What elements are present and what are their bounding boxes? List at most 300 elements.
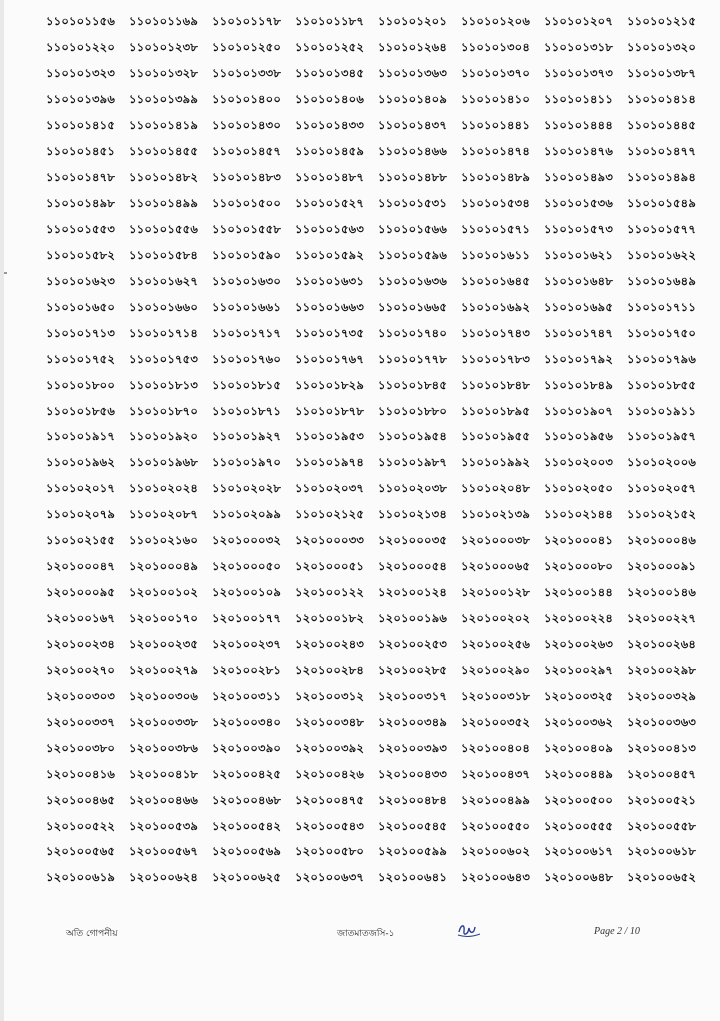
roll-number-cell: ১১০১০২০৯৯	[212, 507, 282, 522]
roll-number-cell: ১১০১০২০৫০	[544, 481, 614, 496]
roll-number-cell: ১২০১০০৪২৫	[212, 766, 282, 781]
roll-number-cell: ১১০১০২১২৫	[295, 507, 365, 522]
table-row	[46, 814, 714, 840]
roll-number-cell: ১২০১০০৩১৮	[461, 688, 531, 703]
roll-number-cell: ১১০১০১৬৬৫	[378, 299, 448, 314]
roll-number-cell: ১২০১০০২২৪	[544, 611, 614, 626]
roll-number-cell: ১১০১০২১৫৫	[46, 533, 116, 548]
table-row	[46, 581, 714, 607]
roll-number-cell: ১২০১০০৬৪৮	[544, 870, 614, 885]
roll-number-cell: ১২০১০০২৯৭	[544, 662, 614, 677]
roll-number-cell: ১২০১০০২৬৪	[627, 636, 697, 651]
roll-number-cell: ১১০১০১৫৮৪	[129, 247, 198, 262]
roll-number-cell: ১১০১০১৪৫১	[46, 144, 115, 159]
roll-number-cell: ১১০১০১৯০৭	[544, 403, 614, 418]
roll-number-cell: ১১০১০১৫৫৬	[129, 221, 199, 236]
roll-number-cell: ১১০১০১১৬৯	[129, 14, 199, 29]
roll-number-cell: ১১০১০১৬৩৬	[378, 273, 448, 288]
roll-number-cell: ১১০১০১৪৮৭	[295, 170, 365, 185]
roll-number-cell: ১১০১০১৬২২	[627, 247, 697, 262]
signature-icon	[456, 920, 482, 940]
roll-number-cell: ১১০১০১৭৮৩	[461, 351, 531, 366]
roll-number-cell: ১১০১০১৭৯৬	[627, 351, 697, 366]
roll-number-cell: ১২০১০০০৩৮	[461, 533, 531, 548]
roll-number-cell: ১১০১০১৩৩৮	[212, 66, 282, 81]
roll-number-cell: ১১০১০১৮৭১	[212, 403, 282, 418]
roll-number-cell: ১১০১০১৭৩৫	[295, 325, 365, 340]
roll-number-cell: ১১০১০১২৬৪	[378, 40, 448, 55]
roll-number-cell: ১১০১০১৮৮০	[378, 403, 448, 418]
roll-number-cell: ১২০১০০২৮১	[212, 662, 282, 677]
table-row	[46, 477, 714, 503]
roll-number-cell: ১২০১০০৩০৬	[129, 688, 199, 703]
roll-number-cell: ১১০১০১৪০৯	[378, 92, 448, 107]
roll-number-cell: ১১০১০১৫৬৬	[378, 221, 448, 236]
roll-number-cell: ১২০১০০১২২	[295, 585, 365, 600]
roll-number-cell: ১১০১০১৯৮৭	[378, 455, 448, 470]
roll-number-cell: ১২০১০০১৭০	[129, 611, 199, 626]
roll-number-cell: ১২০১০০৪৩৭	[461, 766, 531, 781]
roll-number-cell: ১১০১০১৮৭৮	[295, 403, 365, 418]
roll-number-cell: ১১০১০১৯৫৩	[295, 429, 365, 444]
roll-number-cell: ১১০১০১৬২৩	[46, 273, 116, 288]
roll-number-cell: ১২০১০০৪৩৩	[378, 766, 448, 781]
roll-number-cell: ১২০১০০৬২৪	[129, 870, 199, 885]
roll-number-cell: ১২০১০০০৪১	[544, 533, 614, 548]
table-row	[46, 373, 714, 399]
table-row	[46, 866, 714, 892]
roll-number-cell: ১১০১০১৭৫০	[627, 325, 697, 340]
roll-number-cell: ১১০১০১৯৭০	[212, 455, 282, 470]
roll-number-cell: ১২০১০০৩৪০	[212, 714, 282, 729]
roll-number-cell: ১২০১০০০৫১	[295, 559, 365, 574]
roll-number-cell: ১১০১০২০৩৮	[378, 481, 448, 496]
roll-number-cell: ১১০১০১৫৭৩	[544, 221, 614, 236]
roll-number-cell: ১২০১০০৩১১	[212, 688, 282, 703]
roll-number-cell: ১১০১০১৩৯৯	[129, 92, 199, 107]
roll-number-cell: ১১০১০১৯১৭	[46, 429, 116, 444]
roll-number-cell: ১১০১০১৫৭১	[461, 221, 531, 236]
confidential-label: অতি গোপনীয়	[66, 929, 118, 939]
roll-number-cell: ১১০১০১৭১১	[627, 299, 697, 314]
roll-number-cell: ১১০১০১৯৫৬	[544, 429, 614, 444]
roll-number-cell: ১২০১০০১৬৭	[46, 611, 116, 626]
roll-number-cell: ১২০১০০৬৪৩	[461, 870, 531, 885]
roll-number-cell: ১১০১০১৩৭০	[461, 66, 531, 81]
roll-number-cell: ১২০১০০৬৪১	[378, 870, 448, 885]
roll-number-cell: ১২০১০০০৪৬	[627, 533, 697, 548]
roll-number-cell: ১১০১০১৪৭৬	[544, 144, 614, 159]
roll-number-cell: ১২০১০০৬১৭	[544, 844, 614, 859]
table-row	[46, 710, 714, 736]
roll-number-cell: ১২০১০০৫০০	[544, 792, 614, 807]
roll-number-cell: ১২০১০০৫৫০	[461, 818, 531, 833]
roll-number-cell: ১১০১০১৬৪৯	[627, 273, 697, 288]
roll-number-cell: ১১০১০২০৮৭	[129, 507, 199, 522]
roll-number-cell: ১১০১০১৫০০	[212, 196, 282, 211]
roll-number-cell: ১১০১০১৫৪৯	[627, 196, 696, 211]
roll-number-cell: ১২০১০০৩৮৬	[129, 740, 199, 755]
roll-number-cell: ১২০১০০৬২৫	[212, 870, 282, 885]
table-row	[46, 503, 714, 529]
roll-number-cell: ১২০১০০২৭৯	[129, 662, 199, 677]
table-row	[46, 529, 714, 555]
roll-number-cell: ১১০১০১৭৪৩	[461, 325, 531, 340]
roll-number-cell: ১১০১০২০০৩	[544, 455, 614, 470]
roll-number-cell: ১২০১০০৫৪২	[212, 818, 282, 833]
roll-number-cell: ১১০১০১৬৪৫	[461, 273, 531, 288]
roll-number-cell: ১১০১০১৬৯২	[461, 299, 531, 314]
roll-number-cell: ১১০১০১৬৯৫	[544, 299, 614, 314]
roll-number-cell: ১২০১০০২৬৩	[544, 636, 614, 651]
table-row	[46, 243, 714, 269]
roll-number-cell: ১১০১০২০৫৭	[627, 481, 697, 496]
roll-number-cell: ১১০১০১৩৮৭	[627, 66, 697, 81]
roll-number-cell: ১১০১০১৮৪৫	[378, 377, 447, 392]
roll-number-cell: ১২০১০০৪৬৫	[46, 792, 116, 807]
roll-number-cell: ১২০১০০২০২	[461, 611, 531, 626]
table-row	[46, 425, 714, 451]
roll-number-cell: ১২০১০০১৪৪	[544, 585, 614, 600]
roll-number-cell: ১২০১০০৫২১	[627, 792, 697, 807]
roll-number-cell: ১১০১০১৪৭৭	[627, 144, 697, 159]
roll-number-cell: ১২০১০০৪১৬	[46, 766, 116, 781]
roll-number-cell: ১২০১০০৩২৫	[544, 688, 614, 703]
roll-number-cell: ১১০১০১৪১১	[544, 92, 613, 107]
table-row	[46, 607, 714, 633]
table-row	[46, 10, 714, 36]
roll-number-cell: ১১০১০১৯৯২	[461, 455, 531, 470]
roll-number-cell: ১১০১০২০৭৯	[46, 507, 116, 522]
roll-number-cell: ১১০১০১৩৪৫	[295, 66, 365, 81]
table-row	[46, 684, 714, 710]
roll-number-cell: ১২০১০০৩৯০	[212, 740, 282, 755]
roll-number-cell: ১১০১০১৪৮৩	[212, 170, 282, 185]
roll-number-cell: ১১০১০২১৪৪	[544, 507, 614, 522]
roll-number-cell: ১১০১০১৪৯৪	[627, 170, 696, 185]
roll-number-cell: ১১০১০১৬৩০	[212, 273, 282, 288]
roll-number-cell: ১১০১০১৮০০	[46, 377, 116, 392]
table-row	[46, 658, 714, 684]
roll-number-cell: ১১০১০১৬৬৩	[295, 299, 365, 314]
table-row	[46, 114, 714, 140]
roll-number-cell: ১১০১০১৮১৫	[212, 377, 281, 392]
table-row	[46, 321, 714, 347]
roll-number-cell: ১১০১০১৮৭০	[129, 403, 199, 418]
roll-number-cell: ১১০১০১৪৫৭	[212, 144, 282, 159]
table-row	[46, 295, 714, 321]
table-row	[46, 788, 714, 814]
roll-number-cell: ১১০১০২০৪৮	[461, 481, 531, 496]
roll-number-cell: ১১০১০১৫৯৬	[378, 247, 448, 262]
roll-number-cell: ১১০১০১৪৩৩	[295, 118, 365, 133]
roll-number-cell: ১১০১০১৪৩৭	[378, 118, 448, 133]
roll-number-cell: ১২০১০০৫৬৭	[129, 844, 199, 859]
roll-number-cell: ১২০১০০৬১৯	[46, 870, 116, 885]
roll-number-cell: ১২০১০০০৩৫	[378, 533, 448, 548]
roll-number-cell: ১১০১০১৪৩০	[212, 118, 282, 133]
roll-number-cell: ১২০১০০৫৪৩	[295, 818, 365, 833]
roll-number-cell: ১১০১০১৬৩১	[295, 273, 365, 288]
roll-number-cell: ১২০১০০৪১৮	[129, 766, 199, 781]
roll-number-cell: ১২০১০০১৯৬	[378, 611, 448, 626]
roll-number-cell: ১২০১০০৪৪৯	[544, 766, 614, 781]
roll-number-cell: ১১০১০১৬৬১	[212, 299, 282, 314]
table-row	[46, 347, 714, 373]
roll-number-cell: ১১০১০১৬২৭	[129, 273, 199, 288]
roll-number-cell: ১১০১০১৭৪০	[378, 325, 448, 340]
roll-number-cell: ১২০১০০৩৪৮	[295, 714, 365, 729]
roll-number-cell: ১২০১০০৪৯৯	[461, 792, 531, 807]
roll-number-cell: ১১০১০১৯২৭	[212, 429, 282, 444]
roll-number-cell: ১১০১০১৭৫২	[46, 351, 116, 366]
roll-number-cell: ১১০১০১৪৯৩	[544, 170, 614, 185]
roll-number-cell: ১১০১০১৭৭৮	[378, 351, 448, 366]
roll-number-cell: ১২০১০০৪৭৫	[295, 792, 365, 807]
roll-number-cell: ১১০১০১৪৮৮	[378, 170, 447, 185]
roll-number-cell: ১২০১০০৩৮০	[46, 740, 116, 755]
roll-number-cell: ১১০১০১৭৬৭	[295, 351, 365, 366]
roll-number-cell: ১১০১০১৮৫৫	[627, 377, 696, 392]
roll-number-cell: ১২০১০০৩৫২	[461, 714, 531, 729]
roll-number-cell: ১২০১০০০৩২	[212, 533, 282, 548]
roll-number-cell: ১১০১০১৪৮২	[129, 170, 199, 185]
table-row	[46, 736, 714, 762]
table-row	[46, 192, 714, 218]
roll-number-cell: ১১০১০২১৩৯	[461, 507, 531, 522]
roll-number-cell: ১২০১০০১৮২	[295, 611, 365, 626]
roll-number-cell: ১২০১০০৩৯৩	[378, 740, 448, 755]
roll-number-cell: ১২০১০০৩৬২	[544, 714, 614, 729]
roll-number-cell: ১১০১০১৪৫৯	[295, 144, 364, 159]
roll-number-cell: ১১০১০১২১৫	[627, 14, 697, 29]
roll-number-cell: ১১০১০১৪৯৮	[46, 196, 115, 211]
roll-number-cell: ১১০১০১৫৮২	[46, 247, 116, 262]
roll-number-cell: ১১০১০১৯৭৪	[295, 455, 365, 470]
roll-number-cell: ১২০১০০০৫৪	[378, 559, 448, 574]
table-row	[46, 88, 714, 114]
roll-number-cell: ১১০১০১৫৩৬	[544, 196, 614, 211]
table-row	[46, 840, 714, 866]
roll-number-cell: ১২০১০০২৩৫	[129, 636, 199, 651]
roll-number-cell: ১২০১০০১২৪	[378, 585, 448, 600]
roll-number-cell: ১১০১০১৩০৪	[461, 40, 531, 55]
roll-number-cell: ১১০১০১২০১	[378, 14, 448, 29]
roll-number-cell: ১১০১০১৪১৫	[46, 118, 115, 133]
roll-number-cell: ১১০১০১৩২৮	[129, 66, 199, 81]
roll-number-cell: ১২০১০০৬৫২	[627, 870, 697, 885]
roll-number-cell: ১১০১০১৫৩১	[378, 196, 448, 211]
roll-number-cell: ১২০১০০৫৫৫	[544, 818, 614, 833]
roll-number-cell: ১১০১০১৫২৭	[295, 196, 365, 211]
table-row	[46, 555, 714, 581]
roll-number-cell: ১২০১০০১৪৬	[627, 585, 697, 600]
roll-number-cell: ১১০১০১৭১৭	[212, 325, 282, 340]
roll-number-cell: ১২০১০০০৫০	[212, 559, 282, 574]
roll-number-cell: ১১০১০১৯৬৮	[129, 455, 199, 470]
roll-number-cell: ১১০১০১৩১৮	[544, 40, 614, 55]
roll-number-cell: ১১০১০১৯৬২	[46, 455, 116, 470]
roll-number-cell: ১২০১০০১২৮	[461, 585, 531, 600]
roll-number-cell: ১১০১০১৫৬৩	[295, 221, 365, 236]
roll-number-cell: ১২০১০০২৮৪	[295, 662, 365, 677]
page-number: Page 2 / 10	[594, 926, 640, 937]
roll-number-cell: ১১০১০১৮১৩	[129, 377, 199, 392]
roll-number-cell: ১১০১০১৪৬৬	[378, 144, 448, 159]
roll-number-cell: ১১০১০১৫৫৮	[212, 221, 281, 236]
roll-number-cell: ১২০১০০২৯০	[461, 662, 531, 677]
roll-number-cell: ১২০১০০৩৩৮	[129, 714, 199, 729]
roll-number-cell: ১২০১০০৩২৯	[627, 688, 697, 703]
roll-number-cell: ১১০১০১৬১১	[461, 247, 531, 262]
roll-number-cell: ১২০১০০৪১৩	[627, 740, 697, 755]
roll-number-cell: ১২০১০০০৬৫	[461, 559, 531, 574]
roll-number-cell: ১২০১০০৪০৯	[544, 740, 614, 755]
roll-number-cell: ১২০১০০০৯১	[627, 559, 697, 574]
roll-number-cell: ১২০১০০৬৩৭	[295, 870, 365, 885]
table-row	[46, 140, 714, 166]
roll-number-cell: ১১০১০১১৫৬	[46, 14, 116, 29]
roll-number-cell: ১১০১০১৪০০	[212, 92, 282, 107]
roll-number-cell: ১১০১০১২০৭	[544, 14, 614, 29]
roll-number-cell: ১১০১০১৭১৩	[46, 325, 116, 340]
roll-number-cell: ১১০১০১৭৫৩	[129, 351, 199, 366]
roll-number-cell: ১২০১০০৩৩৭	[46, 714, 116, 729]
roll-number-cell: ১২০১০০৪৮৪	[378, 792, 448, 807]
scan-speck	[4, 272, 7, 274]
roll-number-cell: ১১০১০১৯১১	[627, 403, 696, 418]
roll-number-cell: ১২০১০০৩১২	[295, 688, 365, 703]
roll-number-cell: ১১০১০১৭১৪	[129, 325, 199, 340]
exam-code-label: জাতমাতজসি-১	[337, 929, 395, 939]
table-row	[46, 451, 714, 477]
table-row	[46, 399, 714, 425]
roll-number-cell: ১১০১০১৪৯৯	[129, 196, 198, 211]
roll-number-cell: ১২০১০০২৯৮	[627, 662, 697, 677]
table-row	[46, 166, 714, 192]
roll-number-cell: ১১০১০১২৫০	[212, 40, 282, 55]
roll-number-cell: ১১০১০১৯২০	[129, 429, 199, 444]
roll-number-cell: ১২০১০০০৯৫	[46, 585, 116, 600]
roll-number-cell: ১২০১০০৩৬৩	[627, 714, 697, 729]
roll-number-cell: ১২০১০০৬১৮	[627, 844, 697, 859]
roll-number-cell: ১১০১০২০২৮	[212, 481, 282, 496]
roll-number-cell: ১২০১০০৫৬৫	[46, 844, 116, 859]
roll-number-cell: ১১০১০১৩৯৬	[46, 92, 116, 107]
roll-number-cell: ১১০১০১১৮৭	[295, 14, 365, 29]
table-row	[46, 762, 714, 788]
roll-number-cell: ১২০১০০২৩৭	[212, 636, 282, 651]
roll-number-cell: ১১০১০১২০৬	[461, 14, 531, 29]
roll-number-cell: ১১০১০১৪৫৫	[129, 144, 198, 159]
roll-number-cell: ১২০১০০০৩৩	[295, 533, 365, 548]
roll-number-grid	[46, 10, 714, 892]
roll-number-cell: ১২০১০০৩৪৯	[378, 714, 448, 729]
roll-number-cell: ১১০১০২১৩৪	[378, 507, 448, 522]
roll-number-cell: ১২০১০০২৫৬	[461, 636, 531, 651]
roll-number-cell: ১২০১০০৫৮০	[295, 844, 365, 859]
roll-number-cell: ১২০১০০০৪৯	[129, 559, 199, 574]
roll-number-cell: ১২০১০০৫৩৯	[129, 818, 199, 833]
roll-number-cell: ১২০১০০৬০২	[461, 844, 531, 859]
roll-number-cell: ১২০১০০২৫৩	[378, 636, 448, 651]
roll-number-cell: ১১০১০১৯৫৭	[627, 429, 697, 444]
roll-number-cell: ১১০১০১৭৬০	[212, 351, 282, 366]
roll-number-cell: ১১০১০১৩৭৩	[544, 66, 614, 81]
roll-number-cell: ১২০১০০৫৯৯	[378, 844, 448, 859]
roll-number-cell: ১২০১০০৩৯২	[295, 740, 365, 755]
roll-number-cell: ১১০১০১২৩৮	[129, 40, 199, 55]
roll-number-cell: ১১০১০১৫৭৭	[627, 221, 697, 236]
page-edge-shadow	[0, 0, 4, 1021]
roll-number-cell: ১১০১০১৪১০	[461, 92, 531, 107]
roll-number-cell: ১১০১০১৮৫৬	[46, 403, 116, 418]
roll-number-cell: ১২০১০০০৮০	[544, 559, 614, 574]
roll-number-cell: ১১০১০১৬৫০	[46, 299, 116, 314]
roll-number-cell: ১২০১০০৪২৬	[295, 766, 365, 781]
roll-number-cell: ১২০১০০৫৫৮	[627, 818, 697, 833]
roll-number-cell: ১২০১০০৪৬৬	[129, 792, 199, 807]
roll-number-cell: ১২০১০০২২৭	[627, 611, 697, 626]
roll-number-cell: ১১০১০১৩২০	[627, 40, 697, 55]
roll-number-cell: ১২০১০০৪৫৭	[627, 766, 697, 781]
roll-number-cell: ১১০১০১৭৪৭	[544, 325, 614, 340]
roll-number-cell: ১২০১০০৫৬৯	[212, 844, 282, 859]
roll-number-cell: ১১০১০২১৬০	[129, 533, 199, 548]
roll-number-cell: ১২০১০০৫২২	[46, 818, 116, 833]
roll-number-cell: ১১০১০১৪০৬	[295, 92, 365, 107]
table-row	[46, 36, 714, 62]
roll-number-cell: ১১০১০২০৩৭	[295, 481, 365, 496]
roll-number-cell: ১২০১০০৪০৪	[461, 740, 531, 755]
roll-number-cell: ১১০১০১৪১৯	[129, 118, 198, 133]
roll-number-cell: ১১০১০১২২০	[46, 40, 116, 55]
roll-number-cell: ১১০১০১৩২৩	[46, 66, 116, 81]
roll-number-cell: ১১০১০১৬৪৮	[544, 273, 614, 288]
roll-number-cell: ১১০১০১৪১৪	[627, 92, 696, 107]
roll-number-cell: ১২০১০০২৭০	[46, 662, 116, 677]
roll-number-cell: ১২০১০০২৪৩	[295, 636, 365, 651]
roll-number-cell: ১১০১০১১৭৮	[212, 14, 282, 29]
table-row	[46, 269, 714, 295]
roll-number-cell: ১১০১০১৪৪৫	[627, 118, 696, 133]
roll-number-cell: ১১০১০১৫৯২	[295, 247, 365, 262]
roll-number-cell: ১১০১০১৪৪৪	[544, 118, 613, 133]
roll-number-cell: ১২০১০০১৭৭	[212, 611, 282, 626]
roll-number-cell: ১১০১০১৭৯২	[544, 351, 614, 366]
table-row	[46, 218, 714, 244]
roll-number-cell: ১১০১০১৯৫৪	[378, 429, 447, 444]
roll-number-cell: ১১০১০১৬৬০	[129, 299, 199, 314]
roll-number-cell: ১২০১০০২৮৫	[378, 662, 448, 677]
roll-number-cell: ১১০১০১৮৪৯	[544, 377, 613, 392]
roll-number-cell: ১২০১০০৪৬৮	[212, 792, 282, 807]
roll-number-cell: ১১০১০২১৫২	[627, 507, 697, 522]
roll-number-cell: ১২০১০০৫৪৫	[378, 818, 448, 833]
roll-number-cell: ১২০১০০১০২	[129, 585, 199, 600]
roll-number-cell: ১১০১০১৬২১	[544, 247, 614, 262]
roll-number-cell: ১১০১০১৯৫৫	[461, 429, 530, 444]
roll-number-cell: ১১০১০১৮৯৫	[461, 403, 530, 418]
roll-number-cell: ১১০১০২০২৪	[129, 481, 199, 496]
roll-number-cell: ১১০১০২০১৭	[46, 481, 116, 496]
page-footer	[0, 924, 720, 944]
roll-number-cell: ১২০১০০০৪৭	[46, 559, 116, 574]
roll-number-cell: ১১০১০১২৫২	[295, 40, 365, 55]
roll-number-cell: ১১০১০১৪৭৮	[46, 170, 116, 185]
roll-number-cell: ১২০১০০২৩৪	[46, 636, 116, 651]
roll-number-cell: ১১০১০১৪৪১	[461, 118, 530, 133]
